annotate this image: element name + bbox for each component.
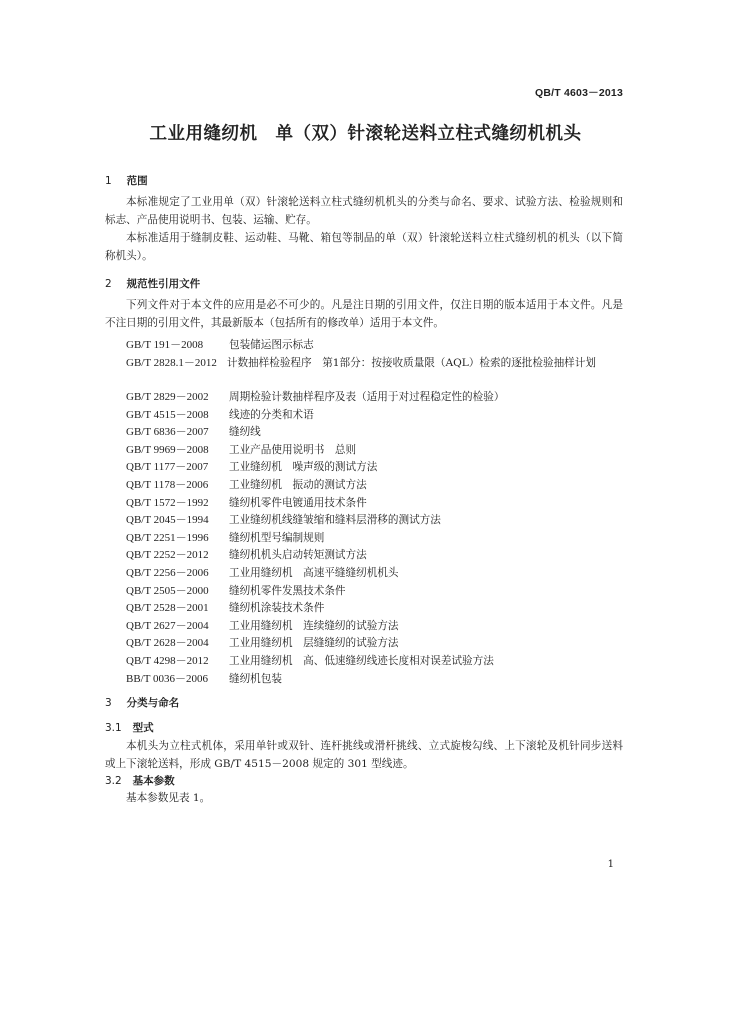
reference-item <box>126 547 626 565</box>
reference-name: 工业用缝纫机 高速平缝缝纫机机头 <box>229 566 399 579</box>
page-number: 1 <box>607 859 614 870</box>
reference-name: 周期检验计数抽样程序及表（适用于对过程稳定性的检验） <box>229 391 505 403</box>
reference-item <box>126 600 626 618</box>
reference-name: 缝纫机零件电镀通用技术条件 <box>229 496 367 509</box>
subsection-title: 型式 <box>132 722 154 734</box>
reference-item <box>126 565 626 583</box>
reference-code: QB/T 1572－1992 <box>126 496 209 509</box>
reference-code: GB/T 2828.1－2012 <box>126 357 217 369</box>
subsection-3-2-heading <box>105 773 175 788</box>
reference-code: QB/T 4298－2012 <box>126 654 209 667</box>
standard-code: QB/T 4603－2013 <box>534 87 623 99</box>
reference-code: GB/T 6836－2007 <box>126 426 209 439</box>
section-number: 3 <box>105 697 112 709</box>
reference-item <box>126 618 626 636</box>
section-3-heading <box>105 695 179 710</box>
reference-item <box>126 407 626 425</box>
reference-item <box>126 653 626 671</box>
reference-name: 线迹的分类和术语 <box>229 408 314 421</box>
section-title: 规范性引用文件 <box>126 278 201 290</box>
reference-code: QB/T 2505－2000 <box>126 584 209 597</box>
section-number: 1 <box>105 175 112 187</box>
reference-item <box>126 512 626 530</box>
reference-item <box>126 495 626 513</box>
subsection-title: 基本参数 <box>132 775 175 787</box>
document-title: 工业用缝纫机 单（双）针滚轮送料立柱式缝纫机机头 <box>149 124 582 144</box>
subsection-number: 3.1 <box>105 722 122 734</box>
reference-code: QB/T 2528－2001 <box>126 602 209 615</box>
reference-code: QB/T 1178－2006 <box>126 478 209 491</box>
reference-name: 工业用缝纫机 连续缝纫的试验方法 <box>229 619 399 632</box>
section-title: 范围 <box>126 175 148 187</box>
reference-item <box>126 424 626 442</box>
section-title: 分类与命名 <box>126 697 180 709</box>
reference-code: GB/T 9969－2008 <box>126 443 209 456</box>
type-paragraph: 本机头为立柱式机体，采用单针或双针、连杆挑线或滑杆挑线、立式旋梭勾线、上下滚轮及机针同步送料或上下滚轮送料，形成 GB/T 4515－2008 规定的 301 型线迹。 <box>105 740 623 770</box>
reference-code: GB/T 2829－2002 <box>126 391 209 403</box>
reference-name: 工业缝纫机线缝皱缩和缝料层滑移的测试方法 <box>229 514 441 527</box>
reference-name: 计数抽样检验程序 第1部分：按接收质量限（AQL）检索的逐批检验抽样计划 <box>226 357 596 369</box>
reference-name: 包装储运图示标志 <box>229 339 314 351</box>
reference-code: QB/T 1177－2007 <box>126 461 209 474</box>
reference-name: 工业缝纫机 振动的测试方法 <box>229 478 367 491</box>
scope-paragraph-1: 本标准规定了工业用单（双）针滚轮送料立柱式缝纫机机头的分类与命名、要求、试验方法、检验规则和标志、产品使用说明书、包装、运输、贮存。 <box>105 196 623 226</box>
reference-list <box>126 337 626 355</box>
reference-item-wrapped <box>105 355 625 373</box>
reference-name: 缝纫机机头启动转矩测试方法 <box>229 549 367 562</box>
reference-code: BB/T 0036－2006 <box>126 672 209 685</box>
reference-code: QB/T 2252－2012 <box>126 549 209 562</box>
scope-paragraph-2: 本标准适用于缝制皮鞋、运动鞋、马靴、箱包等制品的单（双）针滚轮送料立柱式缝纫机的机头（以下简称机头）。 <box>105 232 623 262</box>
reference-name: 缝纫机零件发黑技术条件 <box>229 584 346 597</box>
section-number: 2 <box>105 278 112 290</box>
reference-code: GB/T 4515－2008 <box>126 408 209 421</box>
reference-list-continued <box>126 389 626 688</box>
reference-name: 工业缝纫机 噪声级的测试方法 <box>229 461 378 474</box>
reference-name: 工业用缝纫机 高、低速缝纫线迹长度相对误差试验方法 <box>229 654 494 667</box>
reference-item <box>126 635 626 653</box>
reference-item <box>126 671 626 689</box>
reference-code: GB/T 191－2008 <box>126 339 204 351</box>
reference-item <box>126 459 626 477</box>
reference-code: QB/T 2256－2006 <box>126 566 209 579</box>
reference-item <box>126 389 626 407</box>
reference-item <box>126 477 626 495</box>
reference-item <box>126 442 626 460</box>
refs-intro: 下列文件对于本文件的应用是必不可少的。凡是注日期的引用文件，仅注日期的版本适用于本文件。凡是不注日期的引用文件，其最新版本（包括所有的修改单）适用于本文件。 <box>105 299 623 329</box>
reference-name: 工业用缝纫机 层缝缝纫的试验方法 <box>229 637 399 650</box>
reference-code: QB/T 2045－1994 <box>126 514 209 527</box>
reference-name: 缝纫机型号编制规则 <box>229 531 325 544</box>
reference-code: QB/T 2251－1996 <box>126 531 209 544</box>
reference-name: 缝纫机涂装技术条件 <box>229 602 325 615</box>
reference-name: 工业产品使用说明书 总则 <box>229 443 357 456</box>
reference-item <box>126 583 626 601</box>
section-2-heading <box>105 276 200 291</box>
reference-code: QB/T 2628－2004 <box>126 637 209 650</box>
subsection-number: 3.2 <box>105 775 122 787</box>
reference-code: QB/T 2627－2004 <box>126 619 209 632</box>
reference-name: 缝纫机包装 <box>229 672 282 685</box>
reference-item <box>126 530 626 548</box>
reference-item <box>126 337 626 355</box>
parameters-paragraph: 基本参数见表 1。 <box>126 792 211 804</box>
subsection-3-1-heading <box>105 720 154 735</box>
reference-name: 缝纫线 <box>229 426 261 439</box>
section-1-heading <box>105 173 148 188</box>
